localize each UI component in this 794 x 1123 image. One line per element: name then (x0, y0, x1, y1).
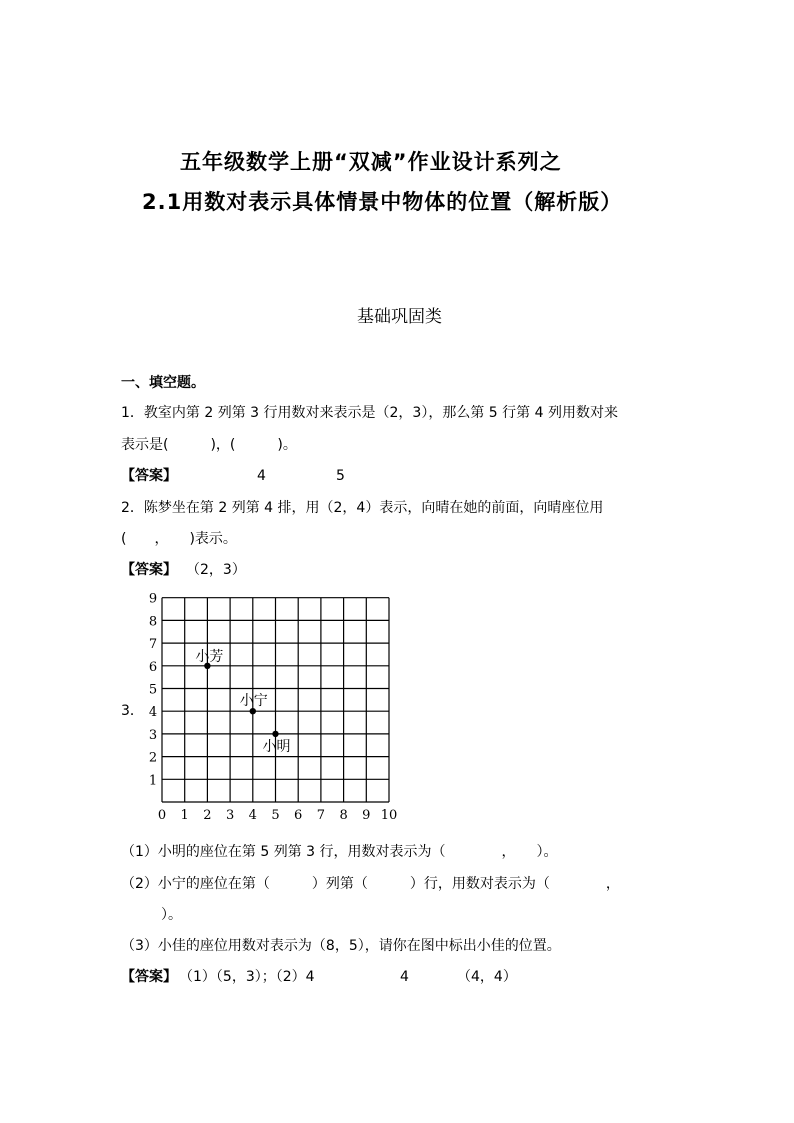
title-line-1: 五年级数学上册“双减”作业设计系列之 (180, 150, 562, 174)
title-line-2: 2.1用数对表示具体情景中物体的位置（解析版） (142, 190, 623, 214)
q3-number: 3． (121, 703, 144, 719)
y-tick-label: 4 (148, 705, 158, 721)
x-tick-label: 0 (157, 808, 167, 823)
y-tick-label: 6 (148, 659, 158, 675)
y-tick-label: 7 (148, 637, 158, 653)
q1-answer-label: 【答案】 (121, 468, 177, 484)
q3-answer-part-2: 4 (400, 969, 409, 985)
coordinate-grid-chart (140, 592, 400, 827)
x-tick-label: 5 (271, 808, 280, 823)
q3-answer-part-1: （1）（5，3）；（2）4 (179, 969, 315, 985)
x-tick-label: 2 (203, 808, 212, 823)
q2-text-line-1: 2．陈梦坐在第 2 列第 4 排，用（2，4）表示，向晴在她的前面，向晴座位用 (121, 500, 604, 516)
y-tick-label: 9 (148, 592, 158, 607)
q2-text-line-2: ( ， )表示。 (121, 531, 237, 547)
x-tick-label: 10 (380, 808, 398, 823)
q1-text-line-2: 表示是( )，( )。 (121, 437, 297, 453)
q2-answer: （2，3） (186, 562, 246, 578)
q1-text-line-1: 1．教室内第 2 列第 3 行用数对来表示是（2，3），那么第 5 行第 4 列用数对来 (121, 405, 618, 421)
point-label: 小明 (262, 738, 291, 755)
q3-answer-label: 【答案】 (121, 969, 177, 985)
q1-answer-a: 4 (257, 468, 266, 484)
x-tick-label: 8 (339, 808, 348, 823)
q3-sub-1: （1）小明的座位在第 5 列第 3 行，用数对表示为（ ， ）。 (121, 844, 558, 860)
x-tick-label: 9 (362, 808, 371, 823)
data-points (195, 648, 290, 755)
x-tick-label: 3 (225, 808, 235, 823)
point-label: 小芳 (195, 648, 224, 665)
x-tick-label: 4 (248, 808, 257, 823)
part-heading: 一、填空题。 (121, 375, 205, 391)
q3-sub-3: （3）小佳的座位用数对表示为（8，5），请你在图中标出小佳的位置。 (121, 938, 561, 954)
y-tick-label: 1 (148, 773, 158, 789)
x-tick-label: 7 (316, 808, 326, 823)
point-label: 小宁 (239, 693, 268, 710)
y-tick-label: 3 (148, 727, 158, 743)
grid-lines (162, 598, 389, 802)
y-tick-label: 8 (148, 614, 158, 630)
y-tick-label: 5 (148, 682, 158, 698)
x-tick-label: 1 (180, 808, 189, 823)
y-tick-label: 2 (148, 750, 158, 766)
q3-sub-2: （2）小宁的座位在第（ ）列第（ ）行，用数对表示为（ ， (121, 876, 620, 892)
y-axis-ticks (149, 592, 157, 788)
q2-answer-label: 【答案】 (121, 562, 177, 578)
x-tick-label: 6 (294, 808, 303, 823)
section-heading: 基础巩固类 (357, 307, 442, 327)
x-axis-ticks (158, 808, 397, 823)
q3-sub-2-continued: ）。 (161, 907, 182, 923)
q3-answer-part-3: （4，4） (457, 969, 517, 985)
data-point (272, 731, 278, 737)
q1-answer-b: 5 (336, 468, 345, 484)
